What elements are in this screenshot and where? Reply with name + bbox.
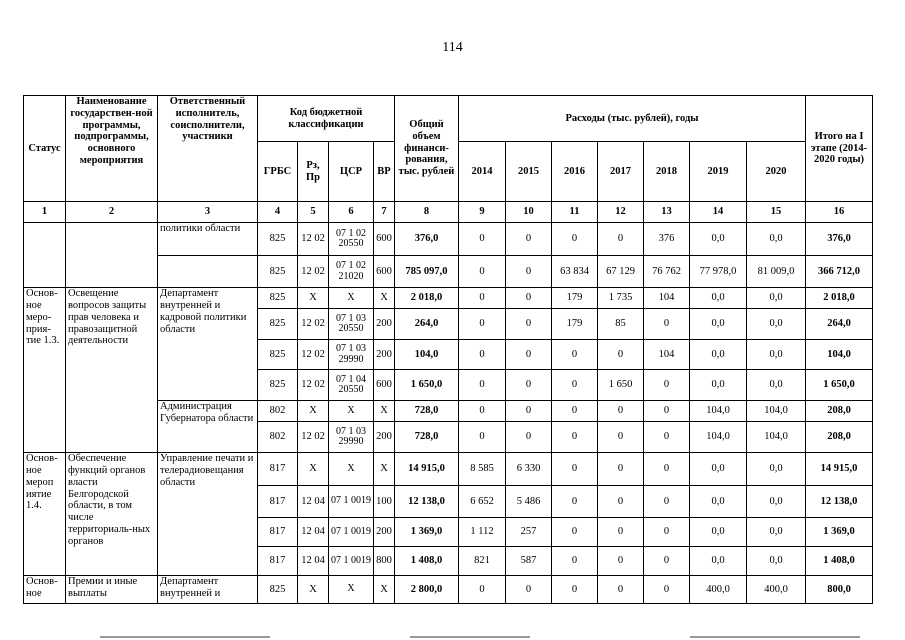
rzpr-cell: Х <box>298 401 329 422</box>
rzpr-cell: 12 04 <box>298 486 329 518</box>
column-number: 14 <box>690 202 747 223</box>
year-value-cell: 0,0 <box>690 288 747 309</box>
grbs-cell: 817 <box>258 547 298 576</box>
year-value-cell: 0 <box>552 401 598 422</box>
vr-cell: Х <box>374 453 395 486</box>
grbs-cell: 802 <box>258 401 298 422</box>
itogo-cell: 1 369,0 <box>806 518 873 547</box>
year-value-cell: 0,0 <box>747 370 806 401</box>
year-value-cell: 0,0 <box>747 340 806 370</box>
year-value-cell: 0,0 <box>690 486 747 518</box>
vr-cell: 600 <box>374 223 395 256</box>
year-value-cell: 104,0 <box>747 422 806 453</box>
csr-cell: 07 1 03 29990 <box>329 340 374 370</box>
responsible-cell: Управление печати и телерадиовещания области <box>158 453 258 576</box>
rzpr-cell: 12 02 <box>298 223 329 256</box>
column-number: 3 <box>158 202 258 223</box>
year-value-cell: 376 <box>644 223 690 256</box>
grbs-cell: 817 <box>258 518 298 547</box>
year-value-cell: 0 <box>459 223 506 256</box>
year-value-cell: 0 <box>459 256 506 288</box>
year-value-cell: 587 <box>506 547 552 576</box>
year-value-cell: 0 <box>644 453 690 486</box>
rzpr-cell: Х <box>298 576 329 604</box>
year-value-cell: 179 <box>552 309 598 340</box>
column-number: 10 <box>506 202 552 223</box>
total-cell: 1 369,0 <box>395 518 459 547</box>
year-value-cell: 1 735 <box>598 288 644 309</box>
year-value-cell: 0 <box>506 422 552 453</box>
header-year-2016: 2016 <box>552 142 598 202</box>
year-value-cell: 0 <box>552 486 598 518</box>
itogo-cell: 1 408,0 <box>806 547 873 576</box>
itogo-cell: 14 915,0 <box>806 453 873 486</box>
vr-cell: Х <box>374 288 395 309</box>
year-value-cell: 0 <box>644 422 690 453</box>
itogo-cell: 208,0 <box>806 422 873 453</box>
csr-cell: 07 1 03 20550 <box>329 309 374 340</box>
year-value-cell: 0,0 <box>690 223 747 256</box>
itogo-cell: 376,0 <box>806 223 873 256</box>
csr-cell: Х <box>329 401 374 422</box>
year-value-cell: 0 <box>552 453 598 486</box>
itogo-cell: 800,0 <box>806 576 873 604</box>
rzpr-cell: Х <box>298 288 329 309</box>
status-cell: Основ-ное <box>24 576 66 604</box>
itogo-cell: 366 712,0 <box>806 256 873 288</box>
vr-cell: Х <box>374 401 395 422</box>
responsible-cell: Администрация Губернатора области <box>158 401 258 453</box>
grbs-cell: 825 <box>258 576 298 604</box>
column-number: 7 <box>374 202 395 223</box>
year-value-cell: 81 009,0 <box>747 256 806 288</box>
column-number: 9 <box>459 202 506 223</box>
header-name: Наименование государствен-ной программы, подпрограммы, основного мероприятия <box>66 96 158 202</box>
year-value-cell: 5 486 <box>506 486 552 518</box>
status-cell: Основ-ное меро-прия-тие 1.3. <box>24 288 66 453</box>
year-value-cell: 0 <box>552 370 598 401</box>
year-value-cell: 0,0 <box>747 223 806 256</box>
total-cell: 2 018,0 <box>395 288 459 309</box>
itogo-cell: 208,0 <box>806 401 873 422</box>
vr-cell: 200 <box>374 422 395 453</box>
rzpr-cell: 12 02 <box>298 422 329 453</box>
rzpr-cell: Х <box>298 453 329 486</box>
column-number: 1 <box>24 202 66 223</box>
rzpr-cell: 12 04 <box>298 547 329 576</box>
total-cell: 264,0 <box>395 309 459 340</box>
year-value-cell: 0 <box>459 370 506 401</box>
column-number: 11 <box>552 202 598 223</box>
vr-cell: 800 <box>374 547 395 576</box>
vr-cell: 200 <box>374 340 395 370</box>
itogo-cell: 12 138,0 <box>806 486 873 518</box>
header-code-group: Код бюджетной классификации <box>258 96 395 142</box>
program-name-cell: Освещение вопросов защиты прав человека и правозащитной деятельности <box>66 288 158 453</box>
year-value-cell: 0 <box>506 370 552 401</box>
column-number: 13 <box>644 202 690 223</box>
year-value-cell: 0 <box>598 340 644 370</box>
year-value-cell: 104 <box>644 288 690 309</box>
total-cell: 2 800,0 <box>395 576 459 604</box>
header-year-2020: 2020 <box>747 142 806 202</box>
year-value-cell: 63 834 <box>552 256 598 288</box>
status-cell: Основ-ное мероп иятие 1.4. <box>24 453 66 576</box>
scan-artifact <box>690 636 860 638</box>
year-value-cell: 0 <box>644 518 690 547</box>
year-value-cell: 0 <box>506 576 552 604</box>
year-value-cell: 257 <box>506 518 552 547</box>
year-value-cell: 0 <box>552 422 598 453</box>
year-value-cell: 0 <box>552 518 598 547</box>
total-cell: 728,0 <box>395 422 459 453</box>
grbs-cell: 825 <box>258 340 298 370</box>
year-value-cell: 0 <box>506 401 552 422</box>
header-vr: ВР <box>374 142 395 202</box>
year-value-cell: 0 <box>598 223 644 256</box>
csr-cell: 07 1 0019 <box>329 486 374 518</box>
year-value-cell: 8 585 <box>459 453 506 486</box>
status-cell <box>24 223 66 288</box>
total-cell: 12 138,0 <box>395 486 459 518</box>
column-number: 2 <box>66 202 158 223</box>
vr-cell: 200 <box>374 518 395 547</box>
table-row <box>24 453 873 486</box>
year-value-cell: 0 <box>506 340 552 370</box>
year-value-cell: 1 650 <box>598 370 644 401</box>
year-value-cell: 0 <box>644 576 690 604</box>
year-value-cell: 0 <box>552 340 598 370</box>
itogo-cell: 2 018,0 <box>806 288 873 309</box>
grbs-cell: 802 <box>258 422 298 453</box>
rzpr-cell: 12 02 <box>298 309 329 340</box>
page-number: 114 <box>442 40 463 55</box>
year-value-cell: 6 330 <box>506 453 552 486</box>
year-value-cell: 0 <box>644 370 690 401</box>
rzpr-cell: 12 02 <box>298 256 329 288</box>
year-value-cell: 0,0 <box>747 309 806 340</box>
year-value-cell: 0 <box>459 401 506 422</box>
csr-cell: 07 1 02 21020 <box>329 256 374 288</box>
grbs-cell: 825 <box>258 256 298 288</box>
year-value-cell: 0 <box>598 486 644 518</box>
header-status: Статус <box>24 96 66 202</box>
grbs-cell: 825 <box>258 309 298 340</box>
year-value-cell: 0 <box>598 576 644 604</box>
year-value-cell: 0 <box>552 547 598 576</box>
year-value-cell: 0 <box>598 401 644 422</box>
year-value-cell: 104,0 <box>690 422 747 453</box>
year-value-cell: 1 112 <box>459 518 506 547</box>
year-value-cell: 0 <box>459 288 506 309</box>
year-value-cell: 821 <box>459 547 506 576</box>
responsible-cell <box>158 256 258 288</box>
grbs-cell: 825 <box>258 288 298 309</box>
year-value-cell: 0,0 <box>690 370 747 401</box>
vr-cell: 200 <box>374 309 395 340</box>
grbs-cell: 825 <box>258 223 298 256</box>
year-value-cell: 0 <box>598 422 644 453</box>
year-value-cell: 0,0 <box>747 486 806 518</box>
column-number: 6 <box>329 202 374 223</box>
rzpr-cell: 12 02 <box>298 370 329 401</box>
header-itogo: Итого на I этапе (2014-2020 годы) <box>806 96 873 202</box>
grbs-cell: 817 <box>258 453 298 486</box>
year-value-cell: 0 <box>506 309 552 340</box>
table-row <box>24 576 873 604</box>
table-row <box>24 223 873 256</box>
total-cell: 1 408,0 <box>395 547 459 576</box>
budget-table <box>23 95 873 604</box>
header-grbs: ГРБС <box>258 142 298 202</box>
itogo-cell: 264,0 <box>806 309 873 340</box>
year-value-cell: 0,0 <box>690 547 747 576</box>
year-value-cell: 77 978,0 <box>690 256 747 288</box>
total-cell: 1 650,0 <box>395 370 459 401</box>
scan-artifact <box>100 636 270 638</box>
table-body <box>24 223 873 604</box>
header-rzpr: Рз, Пр <box>298 142 329 202</box>
csr-cell: Х <box>329 288 374 309</box>
header-total-volume: Общий объем финанси-рования, тыс. рублей <box>395 96 459 202</box>
column-number: 8 <box>395 202 459 223</box>
csr-cell: 07 1 02 20550 <box>329 223 374 256</box>
year-value-cell: 85 <box>598 309 644 340</box>
year-value-cell: 0 <box>644 486 690 518</box>
year-value-cell: 0 <box>506 256 552 288</box>
year-value-cell: 0,0 <box>747 518 806 547</box>
year-value-cell: 0 <box>644 401 690 422</box>
table-row <box>24 288 873 309</box>
rzpr-cell: 12 04 <box>298 518 329 547</box>
year-value-cell: 0 <box>598 518 644 547</box>
csr-cell: Х <box>329 576 374 604</box>
total-cell: 728,0 <box>395 401 459 422</box>
total-cell: 104,0 <box>395 340 459 370</box>
itogo-cell: 104,0 <box>806 340 873 370</box>
grbs-cell: 825 <box>258 370 298 401</box>
itogo-cell: 1 650,0 <box>806 370 873 401</box>
year-value-cell: 104,0 <box>747 401 806 422</box>
column-number: 5 <box>298 202 329 223</box>
rzpr-cell: 12 02 <box>298 340 329 370</box>
program-name-cell: Обеспечение функций органов власти Белгородской области, в том числе территориаль-ных органов <box>66 453 158 576</box>
year-value-cell: 400,0 <box>690 576 747 604</box>
vr-cell: 600 <box>374 256 395 288</box>
header-expenses-group: Расходы (тыс. рублей), годы <box>459 96 806 142</box>
year-value-cell: 0,0 <box>690 309 747 340</box>
year-value-cell: 0 <box>506 223 552 256</box>
year-value-cell: 0,0 <box>690 453 747 486</box>
year-value-cell: 0 <box>644 547 690 576</box>
year-value-cell: 179 <box>552 288 598 309</box>
program-name-cell <box>66 223 158 288</box>
grbs-cell: 817 <box>258 486 298 518</box>
year-value-cell: 0 <box>459 340 506 370</box>
header-year-2014: 2014 <box>459 142 506 202</box>
csr-cell: 07 1 0019 <box>329 547 374 576</box>
vr-cell: Х <box>374 576 395 604</box>
year-value-cell: 76 762 <box>644 256 690 288</box>
scan-artifact <box>410 636 530 638</box>
year-value-cell: 0 <box>552 576 598 604</box>
responsible-cell: Департамент внутренней и кадровой политики области <box>158 288 258 401</box>
year-value-cell: 0 <box>459 422 506 453</box>
year-value-cell: 0,0 <box>747 547 806 576</box>
year-value-cell: 0,0 <box>747 288 806 309</box>
csr-cell: 07 1 0019 <box>329 518 374 547</box>
total-cell: 14 915,0 <box>395 453 459 486</box>
year-value-cell: 0,0 <box>690 518 747 547</box>
program-name-cell: Премии и иные выплаты <box>66 576 158 604</box>
year-value-cell: 0 <box>598 453 644 486</box>
year-value-cell: 0 <box>459 576 506 604</box>
header-responsible: Ответственный исполнитель, соисполнители, участники <box>158 96 258 202</box>
year-value-cell: 0,0 <box>747 453 806 486</box>
header-year-2018: 2018 <box>644 142 690 202</box>
vr-cell: 100 <box>374 486 395 518</box>
header-csr: ЦСР <box>329 142 374 202</box>
year-value-cell: 0 <box>598 547 644 576</box>
column-number: 4 <box>258 202 298 223</box>
csr-cell: 07 1 03 29990 <box>329 422 374 453</box>
year-value-cell: 0 <box>506 288 552 309</box>
year-value-cell: 0,0 <box>690 340 747 370</box>
year-value-cell: 0 <box>552 223 598 256</box>
total-cell: 785 097,0 <box>395 256 459 288</box>
year-value-cell: 67 129 <box>598 256 644 288</box>
column-number: 15 <box>747 202 806 223</box>
responsible-cell: Департамент внутренней и <box>158 576 258 604</box>
year-value-cell: 0 <box>459 309 506 340</box>
csr-cell: Х <box>329 453 374 486</box>
responsible-cell: политики области <box>158 223 258 256</box>
header-year-2015: 2015 <box>506 142 552 202</box>
year-value-cell: 104 <box>644 340 690 370</box>
year-value-cell: 6 652 <box>459 486 506 518</box>
header-year-2019: 2019 <box>690 142 747 202</box>
column-number: 12 <box>598 202 644 223</box>
vr-cell: 600 <box>374 370 395 401</box>
year-value-cell: 400,0 <box>747 576 806 604</box>
header-year-2017: 2017 <box>598 142 644 202</box>
year-value-cell: 0 <box>644 309 690 340</box>
total-cell: 376,0 <box>395 223 459 256</box>
year-value-cell: 104,0 <box>690 401 747 422</box>
csr-cell: 07 1 04 20550 <box>329 370 374 401</box>
column-number: 16 <box>806 202 873 223</box>
